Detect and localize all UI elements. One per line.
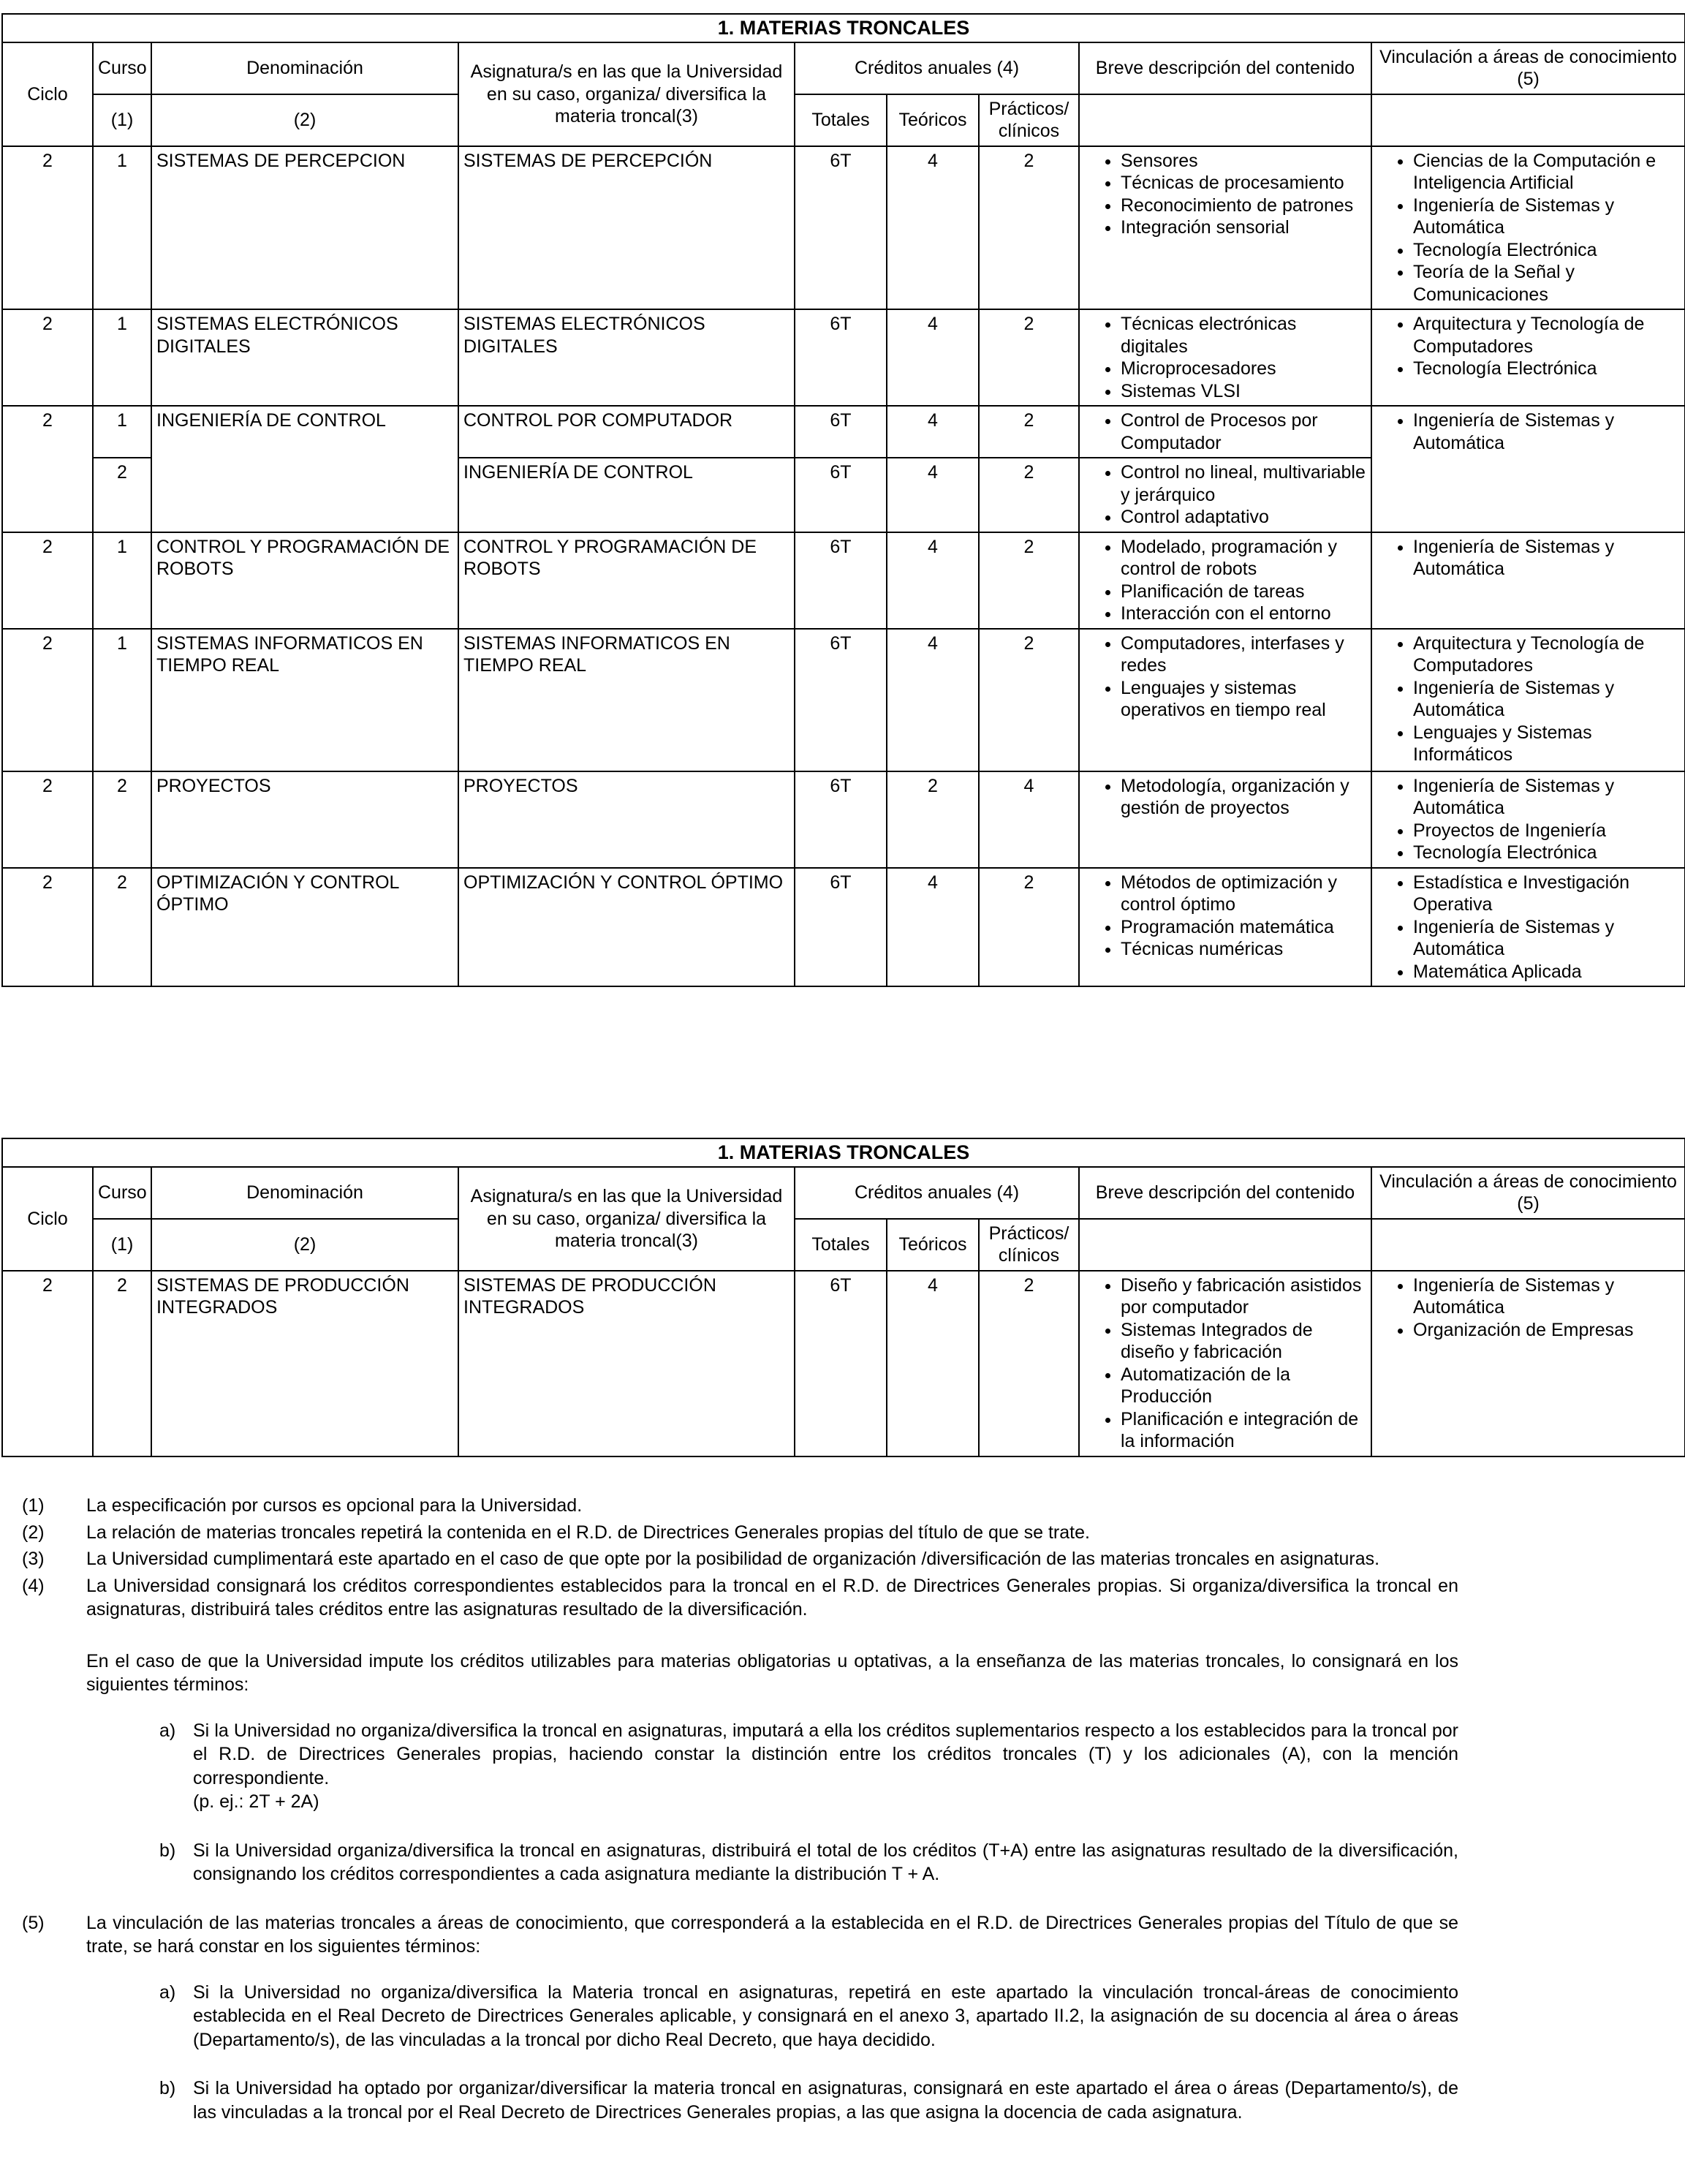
list-item: • Reconocimiento de patrones xyxy=(1121,194,1366,217)
cell-denominacion: OPTIMIZACIÓN Y CONTROL ÓPTIMO xyxy=(151,868,458,987)
cell-teoricos: 2 xyxy=(887,771,979,868)
cell-asignatura: OPTIMIZACIÓN Y CONTROL ÓPTIMO xyxy=(458,868,795,987)
cell-practicos: 2 xyxy=(979,309,1079,406)
list-item: • Ingeniería de Sistemas y Automática xyxy=(1413,916,1680,961)
list-item: • Microprocesadores xyxy=(1121,358,1366,380)
cell-denominacion: PROYECTOS xyxy=(151,771,458,868)
footnote-5 xyxy=(22,1911,1458,1959)
sub-label: b) xyxy=(159,1840,176,1861)
header-creditos: Créditos anuales (4) xyxy=(795,42,1079,94)
list-item: • Diseño y fabricación asistidos por computador xyxy=(1121,1274,1366,1319)
header-vinculacion: Vinculación a áreas de conocimiento (5) xyxy=(1371,42,1685,94)
table-row xyxy=(2,309,1685,406)
table-row xyxy=(2,532,1685,629)
list-item: • Planificación e integración de la información xyxy=(1121,1408,1366,1453)
cell-denominacion: SISTEMAS DE PRODUCCIÓN INTEGRADOS xyxy=(151,1271,458,1456)
footnote-number: (4) xyxy=(22,1575,45,1596)
cell-descripcion xyxy=(1079,1271,1371,1456)
footnote-text: La especificación por cursos es opcional para la Universidad. xyxy=(86,1495,583,1516)
header-ciclo: Ciclo xyxy=(2,42,93,146)
cell-curso: 1 xyxy=(93,146,151,310)
footnote-1 xyxy=(22,1494,1458,1518)
header-spacer xyxy=(1079,1219,1371,1271)
cell-descripcion xyxy=(1079,629,1371,771)
cell-descripcion xyxy=(1079,771,1371,868)
table-row xyxy=(2,1271,1685,1456)
cell-curso: 1 xyxy=(93,309,151,406)
materias-troncales-table-2 xyxy=(1,1138,1685,1457)
list-item: • Control de Procesos por Computador xyxy=(1121,409,1366,454)
list-item: • Arquitectura y Tecnología de Computadores xyxy=(1413,313,1680,358)
cell-descripcion xyxy=(1079,406,1371,458)
cell-descripcion xyxy=(1079,868,1371,987)
cell-teoricos: 4 xyxy=(887,532,979,629)
sub-text-wrapper xyxy=(193,1719,1458,1814)
cell-descripcion xyxy=(1079,146,1371,310)
list-item: • Modelado, programación y control de robots xyxy=(1121,536,1366,581)
list-item: • Organización de Empresas xyxy=(1413,1319,1680,1342)
footnote-number: (3) xyxy=(22,1549,45,1569)
footnote-5b xyxy=(159,2077,1458,2124)
list-item: • Ingeniería de Sistemas y Automática xyxy=(1413,536,1680,581)
footnote-text: La vinculación de las materias troncales a áreas de conocimiento, que corresponderá a la establecida en el R.D. de Directrices Generales propias del Título de que se trate, se hará constar en los siguientes términos: xyxy=(86,1912,1458,1957)
cell-teoricos: 4 xyxy=(887,868,979,987)
list-item: • Lenguajes y sistemas operativos en tiempo real xyxy=(1121,677,1366,722)
sub-label: a) xyxy=(159,1720,176,1741)
header-spacer xyxy=(1371,1219,1685,1271)
cell-denominacion: SISTEMAS DE PERCEPCION xyxy=(151,146,458,310)
cell-asignatura: CONTROL Y PROGRAMACIÓN DE ROBOTS xyxy=(458,532,795,629)
table-title: 1. MATERIAS TRONCALES xyxy=(2,1138,1685,1167)
cell-ciclo: 2 xyxy=(2,1271,93,1456)
cell-asignatura: PROYECTOS xyxy=(458,771,795,868)
cell-teoricos: 4 xyxy=(887,458,979,532)
cell-teoricos: 4 xyxy=(887,146,979,310)
cell-ciclo: 2 xyxy=(2,406,93,532)
cell-areas xyxy=(1371,1271,1685,1456)
list-item: • Control adaptativo xyxy=(1121,506,1366,529)
cell-ciclo: 2 xyxy=(2,146,93,310)
cell-areas xyxy=(1371,309,1685,406)
footnote-number: (1) xyxy=(22,1495,45,1516)
cell-totales: 6T xyxy=(795,629,887,771)
list-item: • Estadística e Investigación Operativa xyxy=(1413,872,1680,916)
header-teoricos: Teóricos xyxy=(887,94,979,146)
list-item: • Automatización de la Producción xyxy=(1121,1364,1366,1408)
cell-totales: 6T xyxy=(795,1271,887,1456)
list-item: • Control no lineal, multivariable y jerárquico xyxy=(1121,461,1366,506)
cell-totales: 6T xyxy=(795,146,887,310)
list-item: • Ciencias de la Computación e Inteligencia Artificial xyxy=(1413,150,1680,194)
cell-teoricos: 4 xyxy=(887,406,979,458)
list-item: • Planificación de tareas xyxy=(1121,581,1366,603)
header-spacer xyxy=(1079,94,1371,146)
footnote-5a xyxy=(159,1981,1458,2052)
header-practicos: Prácticos/ clínicos xyxy=(979,1219,1079,1271)
cell-asignatura: SISTEMAS ELECTRÓNICOS DIGITALES xyxy=(458,309,795,406)
cell-ciclo: 2 xyxy=(2,868,93,987)
cell-areas xyxy=(1371,146,1685,310)
footnote-number: (5) xyxy=(22,1912,45,1933)
list-item: • Matemática Aplicada xyxy=(1413,961,1680,983)
list-item: • Ingeniería de Sistemas y Automática xyxy=(1413,775,1680,820)
sub-text: Si la Universidad no organiza/diversifica la Materia troncal en asignaturas, repetirá en este apartado la vinculación troncal-áreas de conocimiento establecida en el Real Decreto de Directrices Generales aplicable, y consignará en el anexo 3, apartado II.2, la asignación de su docencia al área o áreas (Departamento/s), de las vinculadas a la troncal por dicho Real Decreto, que haya decidido. xyxy=(193,1981,1458,2050)
cell-areas xyxy=(1371,868,1685,987)
list-item: • Ingeniería de Sistemas y Automática xyxy=(1413,194,1680,239)
list-item: • Proyectos de Ingeniería xyxy=(1413,820,1680,842)
header-totales: Totales xyxy=(795,1219,887,1271)
header-practicos: Prácticos/ clínicos xyxy=(979,94,1079,146)
footnote-4a xyxy=(159,1719,1458,1814)
table-row xyxy=(2,146,1685,310)
list-item: • Sistemas VLSI xyxy=(1121,380,1366,403)
footnote-number: (2) xyxy=(22,1522,45,1543)
cell-totales: 6T xyxy=(795,406,887,458)
cell-areas xyxy=(1371,406,1685,532)
list-item: • Técnicas de procesamiento xyxy=(1121,172,1366,194)
list-item: • Interacción con el entorno xyxy=(1121,602,1366,625)
cell-ciclo: 2 xyxy=(2,771,93,868)
sub-text: Si la Universidad ha optado por organizar/diversificar la materia troncal en asignaturas, consignará en este apartado el área o áreas (Departamento/s), de las vinculadas a la troncal por el Real Decreto de Directrices Generales propias, a las que asigna la docencia de cada asignatura. xyxy=(193,2078,1458,2123)
cell-areas xyxy=(1371,771,1685,868)
list-item: • Técnicas numéricas xyxy=(1121,938,1366,961)
cell-practicos: 2 xyxy=(979,1271,1079,1456)
cell-curso: 1 xyxy=(93,406,151,458)
cell-descripcion xyxy=(1079,458,1371,532)
footnote-4b xyxy=(159,1839,1458,1886)
list-item: • Ingeniería de Sistemas y Automática xyxy=(1413,677,1680,722)
list-item: • Programación matemática xyxy=(1121,916,1366,939)
cell-curso: 2 xyxy=(93,771,151,868)
footnote-4-paragraph: En el caso de que la Universidad impute los créditos utilizables para materias obligatorias u optativas, a la enseñanza de las materias troncales, lo consignará en los siguientes términos: xyxy=(86,1650,1458,1695)
cell-practicos: 4 xyxy=(979,771,1079,868)
header-descripcion: Breve descripción del contenido xyxy=(1079,42,1371,94)
sub-label: b) xyxy=(159,2078,176,2098)
footnotes xyxy=(22,1494,1458,2124)
list-item: • Ingeniería de Sistemas y Automática xyxy=(1413,409,1680,454)
cell-teoricos: 4 xyxy=(887,1271,979,1456)
cell-descripcion xyxy=(1079,309,1371,406)
cell-curso: 1 xyxy=(93,629,151,771)
cell-practicos: 2 xyxy=(979,629,1079,771)
list-item: • Métodos de optimización y control óptimo xyxy=(1121,872,1366,916)
cell-totales: 6T xyxy=(795,771,887,868)
header-denominacion-ref: (2) xyxy=(151,94,458,146)
cell-asignatura: INGENIERÍA DE CONTROL xyxy=(458,458,795,532)
cell-areas xyxy=(1371,629,1685,771)
header-curso-ref: (1) xyxy=(93,1219,151,1271)
list-item: • Metodología, organización y gestión de proyectos xyxy=(1121,775,1366,820)
header-asignatura: Asignatura/s en las que la Universidad en su caso, organiza/ diversifica la materia troncal(3) xyxy=(458,42,795,146)
cell-asignatura: CONTROL POR COMPUTADOR xyxy=(458,406,795,458)
footnote-4 xyxy=(22,1574,1458,1622)
cell-denominacion: SISTEMAS INFORMATICOS EN TIEMPO REAL xyxy=(151,629,458,771)
cell-practicos: 2 xyxy=(979,146,1079,310)
cell-practicos: 2 xyxy=(979,458,1079,532)
header-creditos: Créditos anuales (4) xyxy=(795,1167,1079,1219)
cell-areas xyxy=(1371,532,1685,629)
list-item: • Integración sensorial xyxy=(1121,216,1366,239)
cell-ciclo: 2 xyxy=(2,629,93,771)
table-title: 1. MATERIAS TRONCALES xyxy=(2,14,1685,42)
header-vinculacion: Vinculación a áreas de conocimiento (5) xyxy=(1371,1167,1685,1219)
cell-practicos: 2 xyxy=(979,406,1079,458)
cell-practicos: 2 xyxy=(979,532,1079,629)
footnote-text: La Universidad consignará los créditos correspondientes establecidos para la troncal en el R.D. de Directrices Generales propias. Si organiza/diversifica la troncal en asignaturas, distribuirá tales créditos entre las asignaturas resultado de la diversificación. xyxy=(86,1575,1458,1620)
cell-asignatura: SISTEMAS DE PERCEPCIÓN xyxy=(458,146,795,310)
cell-denominacion: CONTROL Y PROGRAMACIÓN DE ROBOTS xyxy=(151,532,458,629)
list-item: • Teoría de la Señal y Comunicaciones xyxy=(1413,261,1680,306)
cell-totales: 6T xyxy=(795,309,887,406)
header-ciclo: Ciclo xyxy=(2,1167,93,1271)
cell-totales: 6T xyxy=(795,458,887,532)
list-item: • Ingeniería de Sistemas y Automática xyxy=(1413,1274,1680,1319)
cell-curso: 1 xyxy=(93,532,151,629)
sub-label: a) xyxy=(159,1981,176,2003)
cell-curso: 2 xyxy=(93,1271,151,1456)
list-item: • Tecnología Electrónica xyxy=(1413,842,1680,864)
materias-troncales-table xyxy=(1,13,1685,987)
header-descripcion: Breve descripción del contenido xyxy=(1079,1167,1371,1219)
cell-asignatura: SISTEMAS INFORMATICOS EN TIEMPO REAL xyxy=(458,629,795,771)
header-curso: Curso xyxy=(93,42,151,94)
sub-text: Si la Universidad organiza/diversifica la troncal en asignaturas, distribuirá el total de los créditos (T+A) entre las asignaturas resultado de la diversificación, consignando los créditos correspondientes a cada asignatura mediante la distribución T + A. xyxy=(193,1840,1458,1884)
cell-curso: 2 xyxy=(93,458,151,532)
header-curso: Curso xyxy=(93,1167,151,1219)
sub-text: Si la Universidad no organiza/diversifica la troncal en asignaturas, imputará a ella los créditos suplementarios respecto a los establecidos para la troncal por el R.D. de Directrices Generales propias, haciendo constar la distinción entre los créditos troncales (T) y los adicionales (A), con la mención correspondiente. xyxy=(193,1720,1458,1788)
list-item: • Sistemas Integrados de diseño y fabricación xyxy=(1121,1319,1366,1364)
footnote-text: La relación de materias troncales repetirá la contenida en el R.D. de Directrices Generales propias del título de que se trate. xyxy=(86,1522,1090,1543)
cell-ciclo: 2 xyxy=(2,309,93,406)
list-item: • Lenguajes y Sistemas Informáticos xyxy=(1413,722,1680,766)
footnote-3 xyxy=(22,1547,1458,1571)
header-asignatura: Asignatura/s en las que la Universidad en su caso, organiza/ diversifica la materia troncal(3) xyxy=(458,1167,795,1271)
cell-totales: 6T xyxy=(795,532,887,629)
header-denominacion: Denominación xyxy=(151,1167,458,1219)
footnote-2 xyxy=(22,1521,1458,1545)
list-item: • Sensores xyxy=(1121,150,1366,173)
header-denominacion: Denominación xyxy=(151,42,458,94)
header-denominacion-ref: (2) xyxy=(151,1219,458,1271)
cell-curso: 2 xyxy=(93,868,151,987)
cell-asignatura: SISTEMAS DE PRODUCCIÓN INTEGRADOS xyxy=(458,1271,795,1456)
cell-totales: 6T xyxy=(795,868,887,987)
list-item: • Tecnología Electrónica xyxy=(1413,358,1680,380)
list-item: • Arquitectura y Tecnología de Computadores xyxy=(1413,632,1680,677)
cell-teoricos: 4 xyxy=(887,309,979,406)
list-item: • Tecnología Electrónica xyxy=(1413,239,1680,262)
header-spacer xyxy=(1371,94,1685,146)
cell-practicos: 2 xyxy=(979,868,1079,987)
cell-denominacion: INGENIERÍA DE CONTROL xyxy=(151,406,458,532)
cell-ciclo: 2 xyxy=(2,532,93,629)
cell-denominacion: SISTEMAS ELECTRÓNICOS DIGITALES xyxy=(151,309,458,406)
list-item: • Computadores, interfases y redes xyxy=(1121,632,1366,677)
cell-teoricos: 4 xyxy=(887,629,979,771)
cell-descripcion xyxy=(1079,532,1371,629)
table-row xyxy=(2,406,1685,458)
table-row xyxy=(2,629,1685,771)
list-item: • Técnicas electrónicas digitales xyxy=(1121,313,1366,358)
header-curso-ref: (1) xyxy=(93,94,151,146)
header-totales: Totales xyxy=(795,94,887,146)
sub-example: (p. ej.: 2T + 2A) xyxy=(193,1791,319,1812)
table-row xyxy=(2,771,1685,868)
footnote-text: La Universidad cumplimentará este apartado en el caso de que opte por la posibilidad de organización /diversificación de las materias troncales en asignaturas. xyxy=(86,1549,1380,1569)
header-teoricos: Teóricos xyxy=(887,1219,979,1271)
table-row xyxy=(2,868,1685,987)
